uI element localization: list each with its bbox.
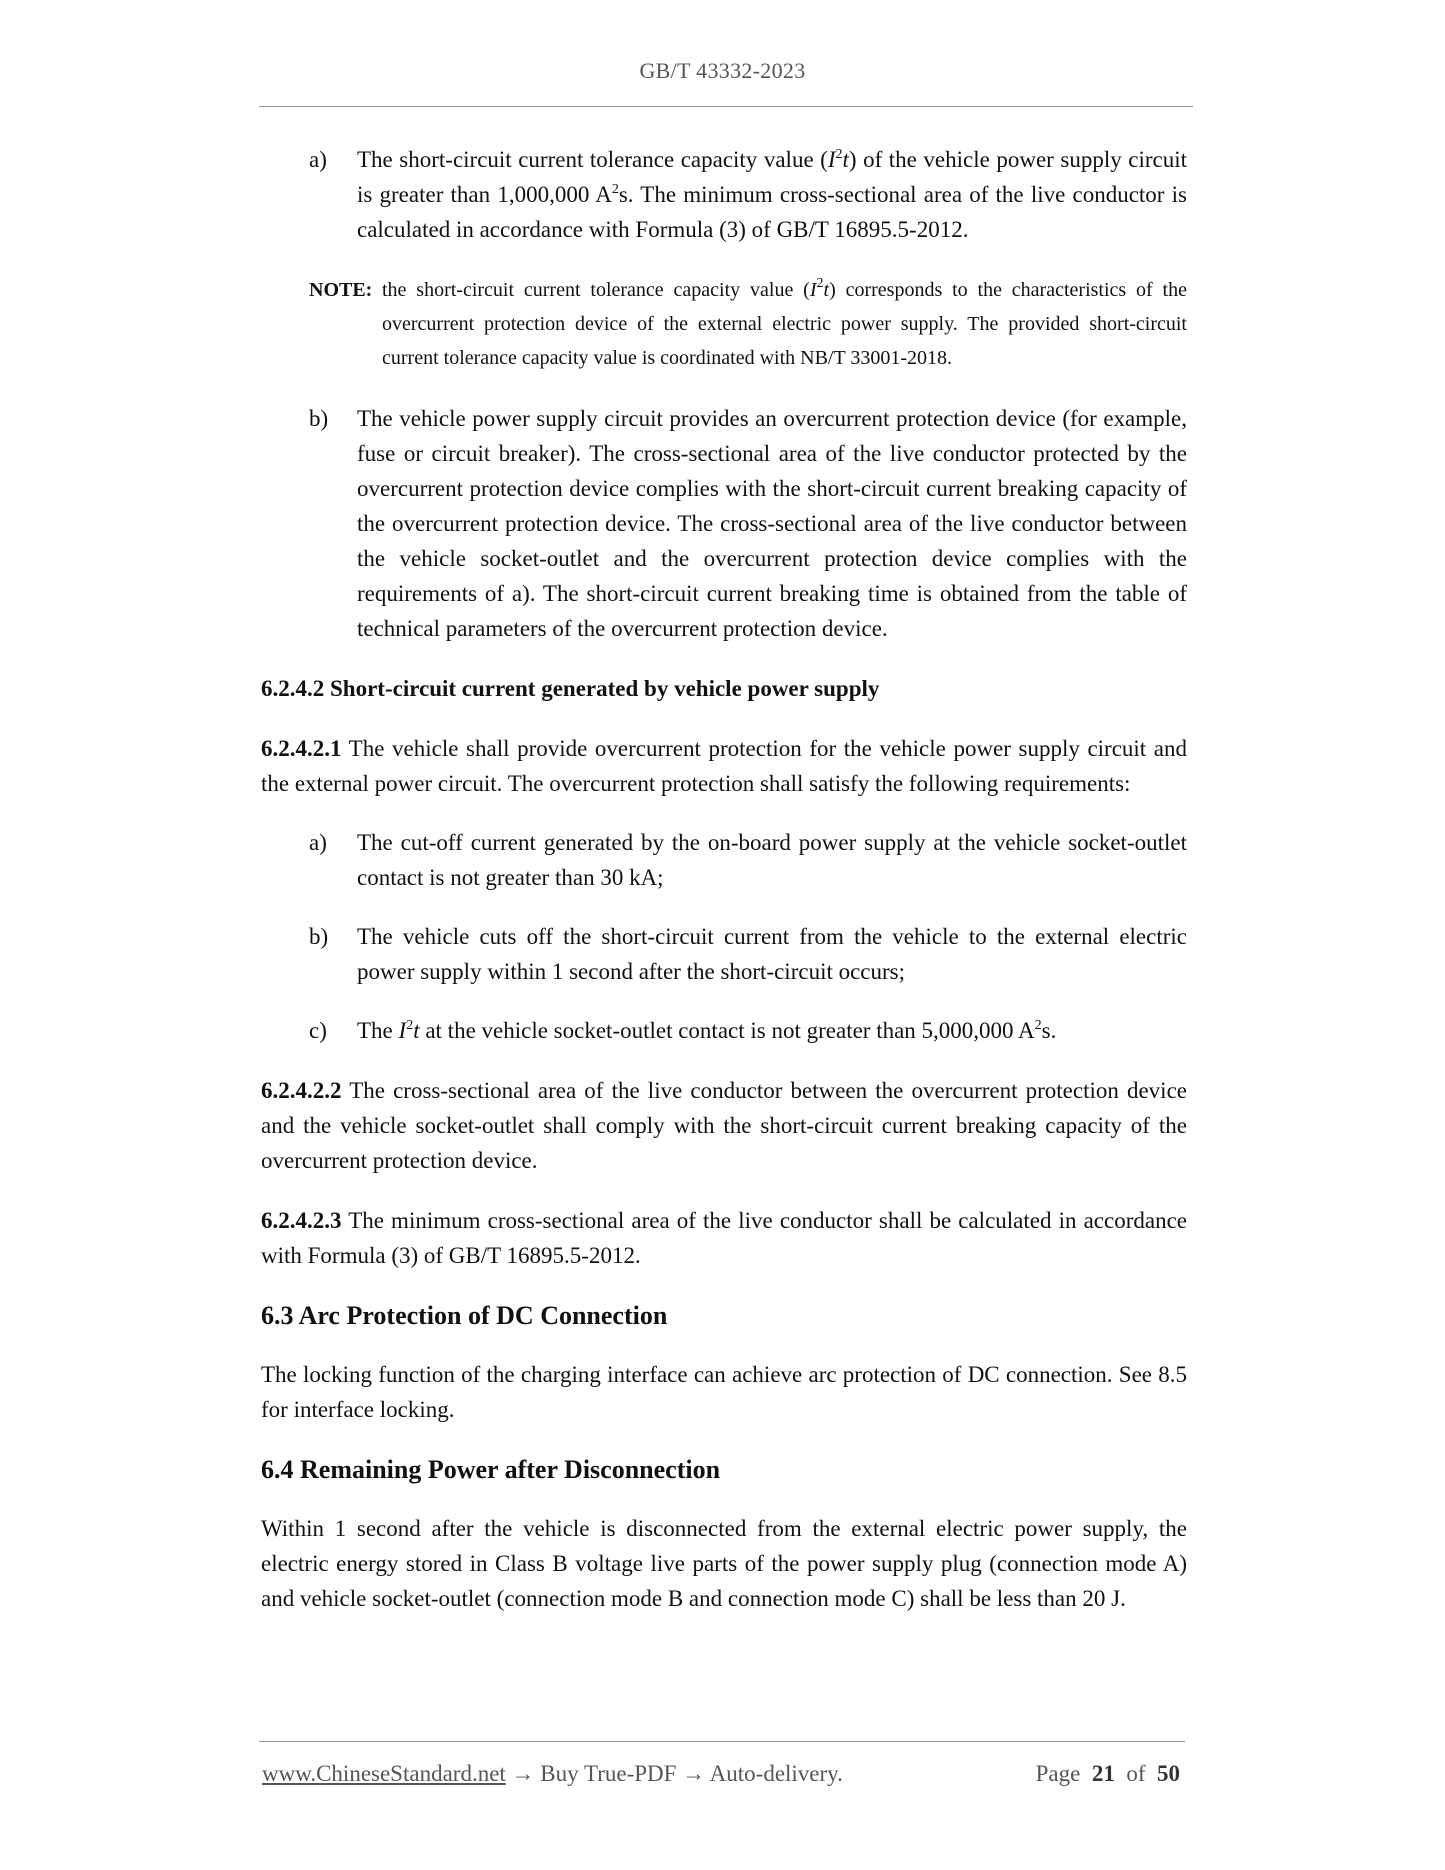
list-item-b-intro bbox=[261, 401, 1187, 646]
clause-6-2-4-2-1: 6.2.4.2.1 The vehicle shall provide overcurrent protection for the vehicle power supply circuit and the external power circuit. The overcurrent protection shall satisfy the following requirements: bbox=[261, 736, 1187, 796]
list-text: The vehicle power supply circuit provides an overcurrent protection device (for example, fuse or circuit breaker). The cross-sectional area of the live conductor protected by the overcurrent protection device complies with the short-circuit current breaking capacity of the overcurrent protection device. The cross-sectional area of the live conductor between the vehicle socket-outlet and the overcurrent protection device complies with the requirements of a). The short-circuit current breaking time is obtained from the table of technical parameters of the overcurrent protection device. bbox=[357, 406, 1187, 641]
list-item-b bbox=[261, 919, 1187, 989]
header-divider bbox=[259, 106, 1193, 107]
section-text-6-3: The locking function of the charging interface can achieve arc protection of DC connection. See 8.5 for interface locking. bbox=[261, 1362, 1187, 1422]
list-label: b) bbox=[309, 924, 329, 949]
list-label: a) bbox=[309, 830, 327, 855]
clause-6-2-4-2-2: 6.2.4.2.2 The cross-sectional area of the live conductor between the overcurrent protection device and the vehicle socket-outlet shall comply with the short-circuit current breaking capacity of the overcurrent protection device. bbox=[261, 1078, 1187, 1173]
list-label: a) bbox=[309, 147, 327, 172]
list-text: The $I^2t$ at the vehicle socket-outlet contact is not greater than 5,000,000 $A^2s$. bbox=[357, 1018, 1057, 1043]
list-text: The cut-off current generated by the on-board power supply at the vehicle socket-outlet contact is not greater than 30 kA; bbox=[357, 830, 1187, 890]
list-label: c) bbox=[309, 1018, 327, 1043]
list-text: The short-circuit current tolerance capacity value $(I^2t)$ of the vehicle power supply circuit is greater than 1,000,000 $A^2s$. The minimum cross-sectional area of the live conductor is calculated in accordance with Formula (3) of GB/T 16895.5-2012. bbox=[357, 147, 1187, 242]
note-label: NOTE: bbox=[309, 279, 373, 301]
list-item-a-intro bbox=[261, 142, 1187, 247]
page-number: Page 21 of 50 bbox=[1035, 1761, 1180, 1786]
section-heading-6-3: 6.3 Arc Protection of DC Connection bbox=[261, 1301, 668, 1330]
section-heading-6-2-4-2: 6.2.4.2 Short-circuit current generated by vehicle power supply bbox=[261, 676, 880, 701]
note bbox=[261, 273, 1187, 375]
footer-divider bbox=[259, 1741, 1185, 1742]
clause-6-2-4-2-3: 6.2.4.2.3 The minimum cross-sectional area of the live conductor shall be calculated in accordance with Formula (3) of GB/T 16895.5-2012. bbox=[261, 1208, 1187, 1268]
section-text-6-4: Within 1 second after the vehicle is disconnected from the external electric power supply, the electric energy stored in Class B voltage live parts of the power supply plug (connection mode A) and vehicle socket-outlet (connection mode B and connection mode C) shall be less than 20 J. bbox=[261, 1516, 1187, 1611]
section-heading-6-4: 6.4 Remaining Power after Disconnection bbox=[261, 1455, 721, 1484]
note-text: the short-circuit current tolerance capacity value $(I^2t)$ corresponds to the characteristics of the overcurrent protection device of the external electric power supply. The provided short-circuit current tolerance capacity value is coordinated with NB/T 33001-2018. bbox=[382, 276, 1187, 369]
list-item-c bbox=[261, 1013, 1187, 1048]
website-link[interactable]: www.ChineseStandard.net bbox=[262, 1761, 506, 1786]
footer-promo: www.ChineseStandard.net → Buy True-PDF → Auto-delivery. bbox=[262, 1761, 843, 1786]
page-body bbox=[261, 142, 1187, 1616]
list-text: The vehicle cuts off the short-circuit current from the vehicle to the external electric power supply within 1 second after the short-circuit occurs; bbox=[357, 924, 1187, 984]
list-label: b) bbox=[309, 406, 329, 431]
page-header: GB/T 43332-2023 bbox=[639, 58, 806, 83]
list-item-a bbox=[261, 825, 1187, 895]
